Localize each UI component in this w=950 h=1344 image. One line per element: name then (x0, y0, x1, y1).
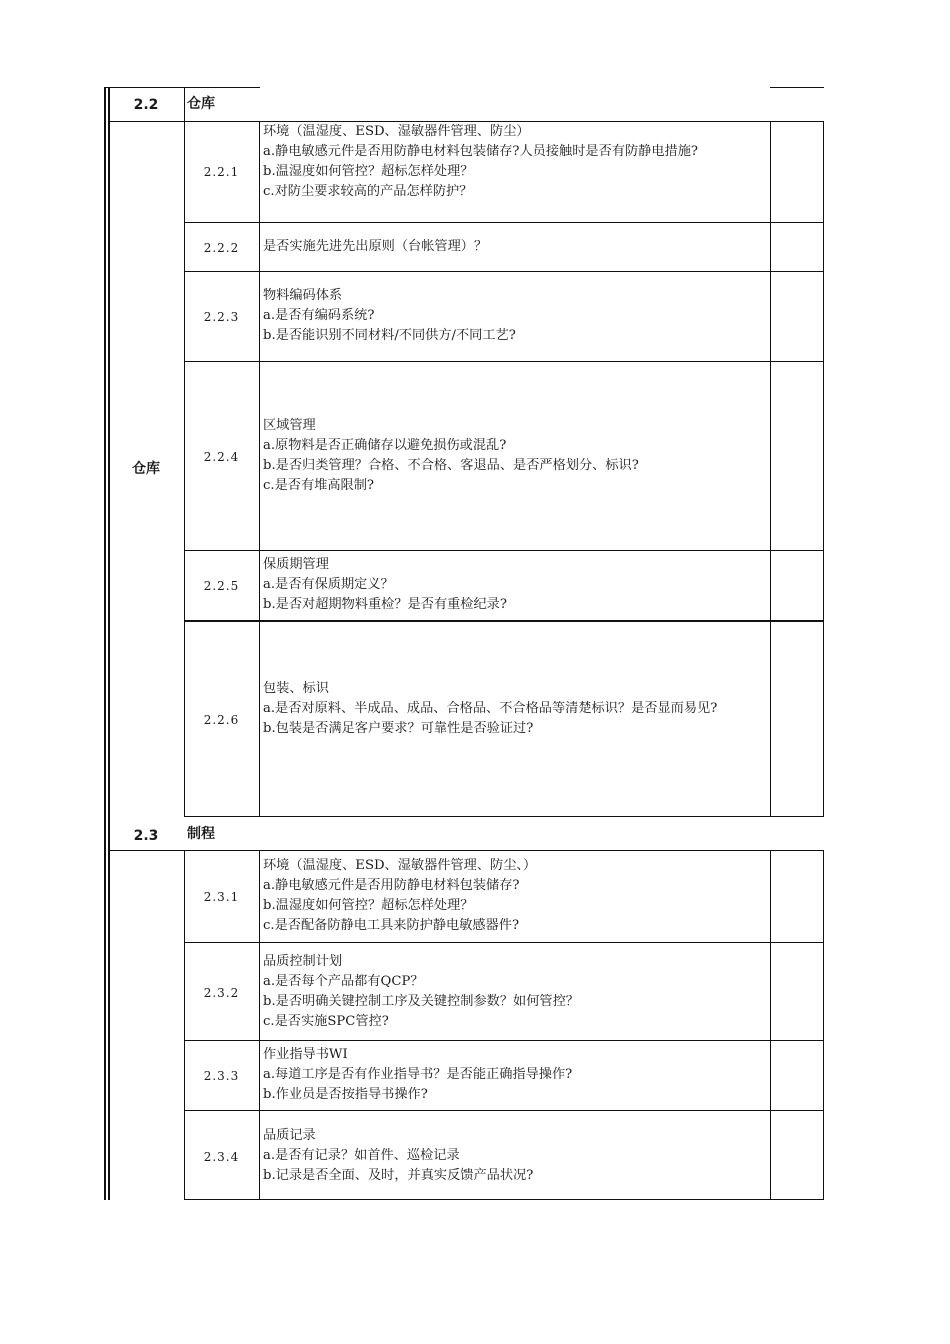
item-number: 2.2.1 (203, 165, 240, 179)
item-content (263, 856, 763, 936)
col-rule (823, 121, 824, 817)
item-title: 保质期管理 (263, 557, 329, 572)
item-line: c.是否有堆高限制? (263, 478, 374, 493)
item-content (263, 286, 763, 346)
item-line: a.静电敏感元件是否用防静电材料包装储存? (263, 878, 520, 893)
section-number: 2.3 (133, 828, 159, 844)
item-title: 区域管理 (263, 418, 316, 433)
item-line: b.是否明确关键控制工序及关键控制参数？如何管控？ (263, 994, 579, 1009)
item-content (263, 122, 763, 202)
row-rule (184, 271, 824, 272)
row-rule (184, 942, 824, 943)
item-line: a.每道工序是否有作业指导书？是否能正确指导操作? (263, 1067, 573, 1082)
section-title: 制程 (187, 826, 215, 842)
col-rule (770, 850, 771, 1200)
item-title: 环境（温湿度、ESD、湿敏器件管理、防尘） (263, 124, 530, 139)
item-line: a.是否有记录？如首件、巡检记录 (263, 1148, 460, 1163)
item-number: 2.2.2 (203, 241, 240, 255)
item-line: b.包装是否满足客户要求？可靠性是否验证过? (263, 721, 534, 736)
item-number: 2.2.5 (203, 579, 240, 593)
item-content (263, 416, 763, 496)
item-content (263, 952, 763, 1032)
col-rule (770, 121, 771, 817)
item-line: b.温湿度如何管控？超标怎样处理？ (263, 164, 474, 179)
item-number: 2.2.3 (203, 310, 240, 324)
item-number: 2.3.2 (203, 986, 240, 1000)
item-line: b.是否归类管理？合格、不合格、客退品、是否严格划分、标识? (263, 458, 639, 473)
item-content (263, 1045, 763, 1105)
row-rule (184, 222, 824, 223)
row-rule (184, 620, 824, 622)
item-content (263, 679, 763, 739)
row-rule (184, 361, 824, 362)
col-rule (259, 850, 260, 1200)
item-content (263, 237, 763, 257)
item-line: a.是否对原料、半成品、成品、合格品、不合格品等清楚标识？是否显而易见? (263, 701, 718, 716)
item-title: 作业指导书WI (263, 1047, 348, 1062)
item-line: a.原物料是否正确储存以避免损伤或混乱? (263, 438, 507, 453)
item-line: c.对防尘要求较高的产品怎样防护？ (263, 184, 473, 199)
item-title: 品质记录 (263, 1128, 316, 1143)
item-line: a.是否有保质期定义？ (263, 577, 394, 592)
item-number: 2.3.3 (203, 1069, 240, 1083)
item-line: b.作业员是否按指导书操作? (263, 1087, 428, 1102)
item-title: 包装、标识 (263, 681, 329, 696)
item-content (263, 555, 763, 615)
row-rule (184, 1199, 824, 1200)
item-title: 物料编码体系 (263, 288, 343, 303)
item-number: 2.2.6 (203, 713, 240, 727)
top-rule-left (104, 87, 260, 88)
item-number: 2.3.1 (203, 890, 240, 904)
left-border-outer (104, 87, 106, 1200)
left-border-inner (108, 87, 110, 1200)
row-rule (184, 1040, 824, 1041)
top-rule-right (770, 87, 824, 88)
item-line: b.记录是否全面、及时，并真实反馈产品状况? (263, 1168, 534, 1183)
item-title: 环境（温湿度、ESD、湿敏器件管理、防尘、） (263, 858, 537, 873)
row-rule (184, 816, 824, 817)
col-rule (259, 121, 260, 817)
section-title: 仓库 (187, 96, 215, 112)
item-line: a.是否有编码系统? (263, 308, 375, 323)
col-rule (823, 850, 824, 1200)
item-line: b.温湿度如何管控？超标怎样处理？ (263, 898, 474, 913)
row-rule (110, 850, 824, 851)
row-rule (184, 550, 824, 551)
col-rule (184, 121, 185, 817)
item-title: 是否实施先进先出原则（台帐管理）？ (263, 239, 488, 254)
item-line: b.是否能识别不同材料/不同供方/不同工艺? (263, 328, 516, 343)
category-label: 仓库 (132, 461, 160, 477)
item-line: a.是否每个产品都有QCP？ (263, 974, 424, 989)
section-number: 2.2 (133, 97, 159, 113)
item-line: c.是否实施SPC管控? (263, 1014, 389, 1029)
item-line: b.是否对超期物料重检？是否有重检纪录? (263, 597, 507, 612)
row-rule (184, 1110, 824, 1111)
item-number: 2.2.4 (203, 450, 240, 464)
item-title: 品质控制计划 (263, 954, 343, 969)
item-number: 2.3.4 (203, 1150, 240, 1164)
row-rule (184, 87, 185, 122)
item-line: c.是否配备防静电工具来防护静电敏感器件? (263, 918, 520, 933)
item-line: a.静电敏感元件是否用防静电材料包装储存?人员接触时是否有防静电措施? (263, 144, 699, 159)
item-content (263, 1126, 763, 1186)
